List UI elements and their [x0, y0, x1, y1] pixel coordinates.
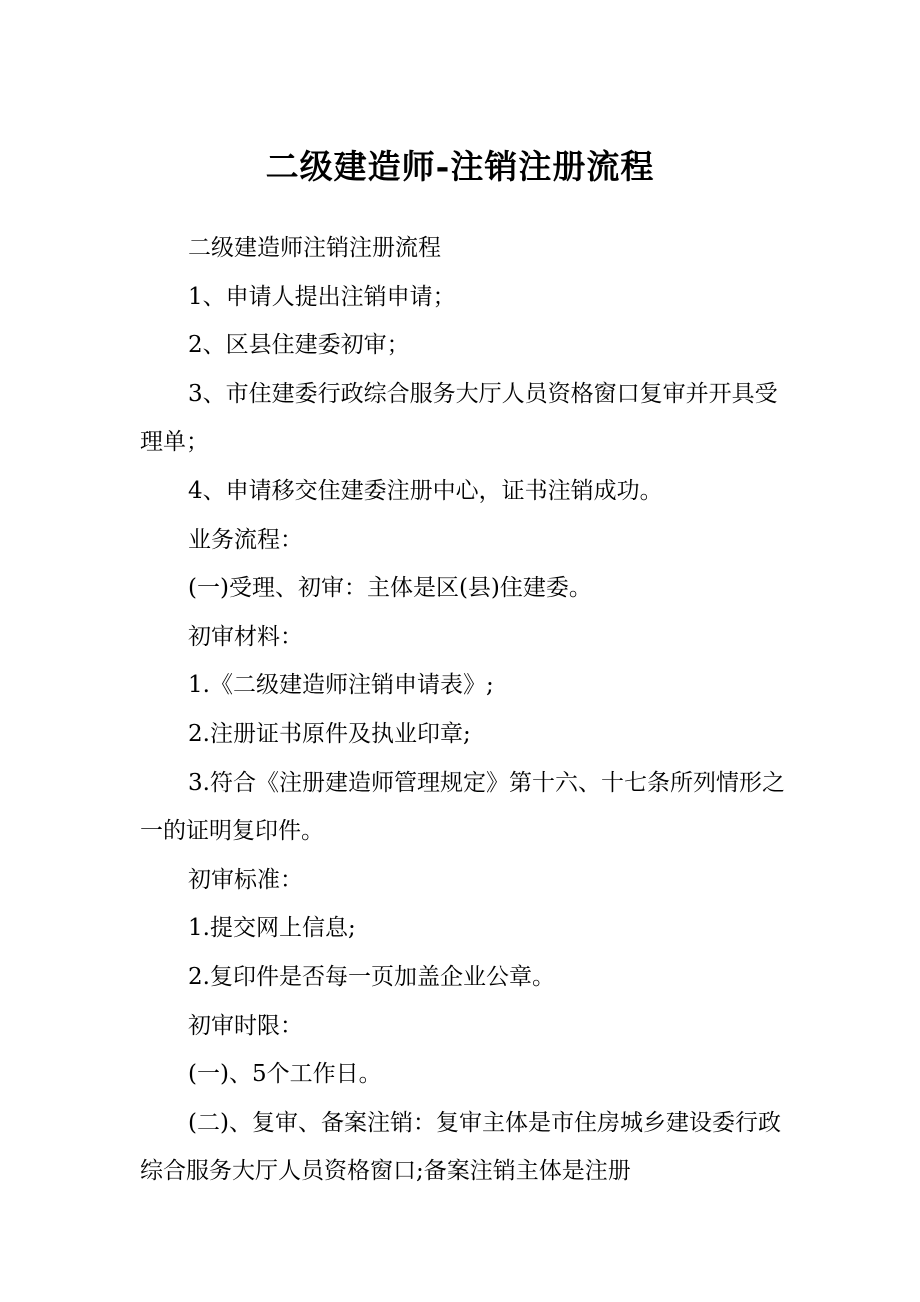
document-title: 二级建造师-注销注册流程 — [265, 147, 655, 186]
paragraph-business-process: 业务流程： — [188, 526, 303, 553]
paragraph-material-1: 1.《二级建造师注销申请表》; — [188, 672, 494, 699]
paragraph-step-4: 4、申请移交住建委注册中心，证书注销成功。 — [188, 477, 663, 504]
paragraph-standard-heading: 初审标准： — [188, 866, 303, 893]
paragraph-review-filing: (二)、复审、备案注销：复审主体是市住房城乡建设委行政综合服务大厅人员资格窗口;备案注销主体是注册 — [140, 1109, 781, 1185]
paragraph-time-limit-1: (一)、5个工作日。 — [188, 1061, 382, 1088]
paragraph-step-3: 3、市住建委行政综合服务大厅人员资格窗口复审并开具受理单； — [140, 380, 778, 456]
paragraph-material-3: 3.符合《注册建造师管理规定》第十六、十七条所列情形之一的证明复印件。 — [140, 769, 785, 845]
paragraph-time-limit-heading: 初审时限： — [188, 1012, 303, 1039]
paragraph-acceptance: (一)受理、初审：主体是区(县)住建委。 — [188, 575, 592, 602]
document-body — [140, 224, 788, 1196]
paragraph-step-1: 1、申请人提出注销申请； — [188, 283, 456, 310]
paragraph-material-2: 2.注册证书原件及执业印章; — [188, 720, 471, 747]
paragraph-standard-2: 2.复印件是否每一页加盖企业公章。 — [188, 963, 555, 990]
paragraph-heading: 二级建造师注销注册流程 — [188, 235, 441, 261]
paragraph-step-2: 2、区县住建委初审； — [188, 332, 410, 359]
paragraph-materials-heading: 初审材料： — [188, 623, 303, 650]
paragraph-standard-1: 1.提交网上信息; — [188, 915, 356, 942]
